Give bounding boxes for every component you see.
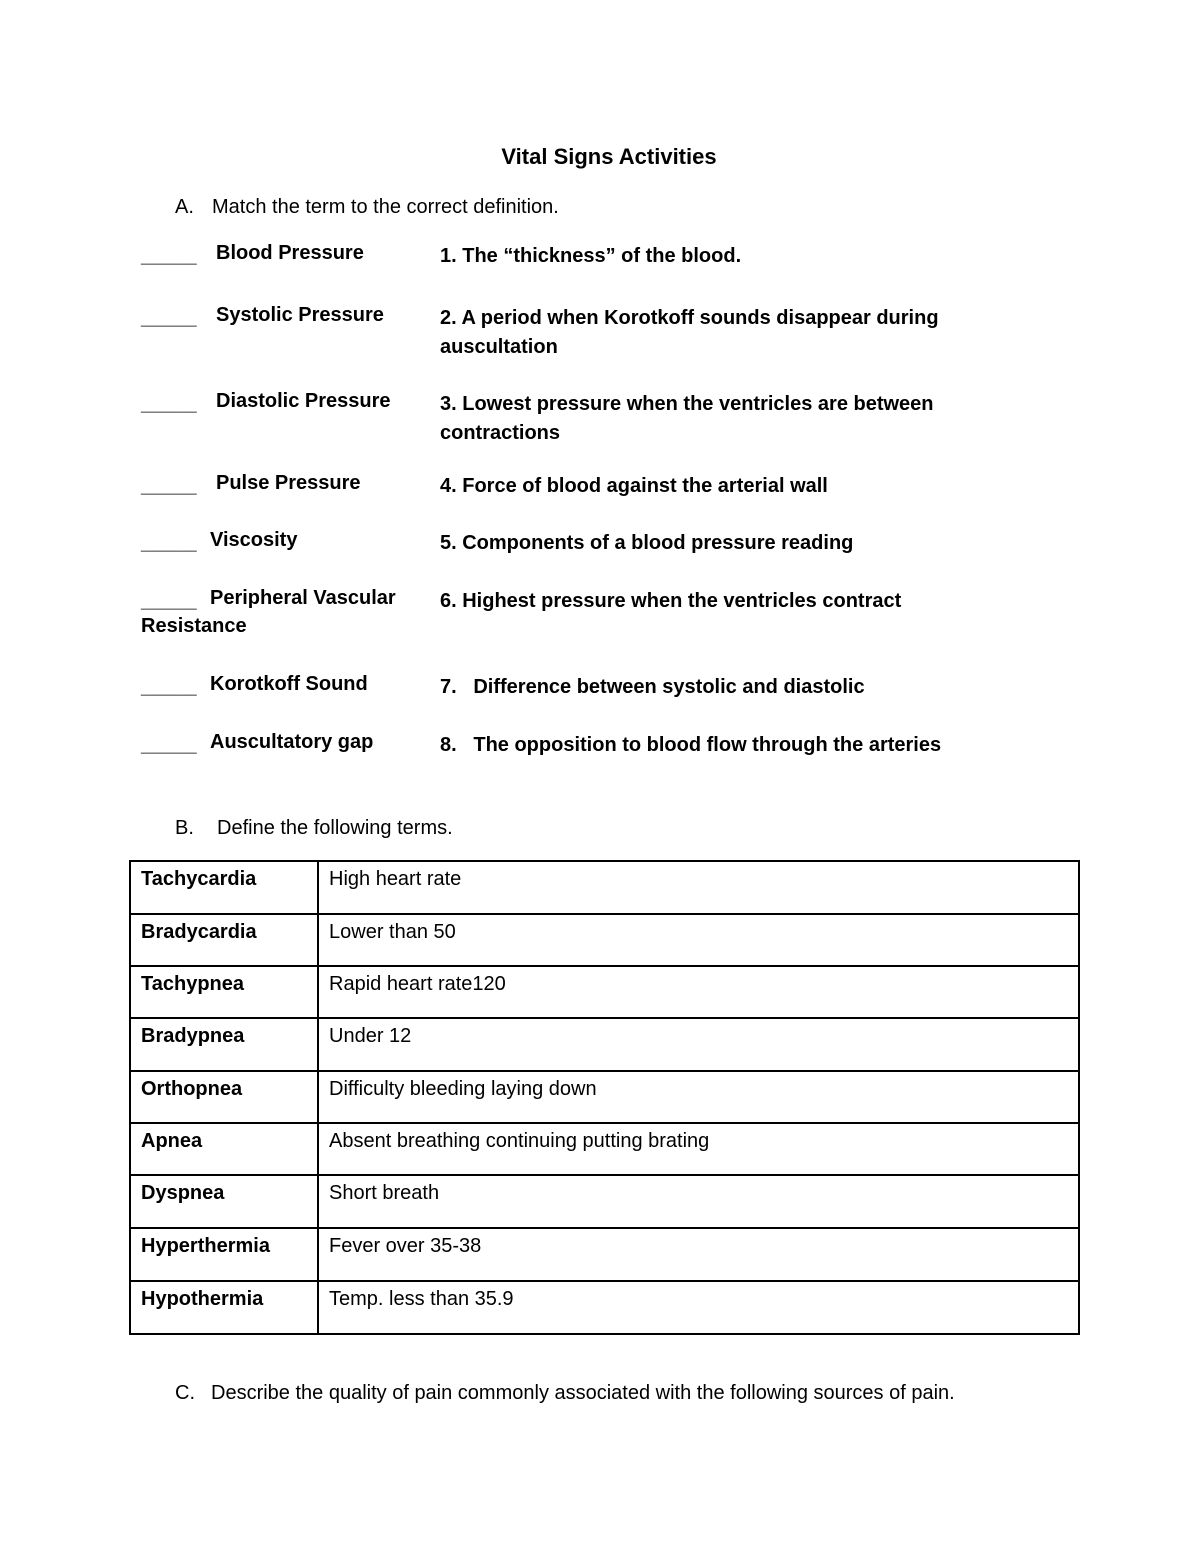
match-term-6-continuation: Resistance <box>141 615 247 637</box>
match-blank-4[interactable]: _____ <box>141 475 197 497</box>
match-definition-3: 3. Lowest pressure when the ventricles are between contractions <box>440 393 934 444</box>
table-cell-term: Tachycardia <box>130 861 318 914</box>
match-definition-6: 6. Highest pressure when the ventricles contract <box>440 590 902 612</box>
terms-table <box>129 860 1080 1335</box>
table-cell-definition[interactable]: Rapid heart rate120 <box>318 966 1079 1018</box>
match-blank-8[interactable]: _____ <box>141 734 197 756</box>
table-row <box>130 914 1079 966</box>
match-term-7: Korotkoff Sound <box>210 673 368 695</box>
match-term-4: Pulse Pressure <box>216 472 361 494</box>
match-term-8: Auscultatory gap <box>210 731 374 753</box>
match-term-3: Diastolic Pressure <box>216 390 391 412</box>
match-blank-2[interactable]: _____ <box>141 307 197 329</box>
table-cell-term: Bradycardia <box>130 914 318 966</box>
table-row <box>130 1071 1079 1123</box>
section-a-letter: A. <box>175 196 194 218</box>
table-cell-term: Dyspnea <box>130 1175 318 1228</box>
match-definition-1: 1. The “thickness” of the blood. <box>440 245 742 267</box>
page-title: Vital Signs Activities <box>501 144 717 169</box>
table-row <box>130 966 1079 1018</box>
table-row <box>130 1123 1079 1175</box>
section-b-heading <box>175 817 453 840</box>
match-term-2: Systolic Pressure <box>216 304 384 326</box>
section-c-letter: C. <box>175 1382 195 1404</box>
match-blank-7[interactable]: _____ <box>141 676 197 698</box>
table-cell-term: Tachypnea <box>130 966 318 1018</box>
table-cell-definition[interactable]: High heart rate <box>318 861 1079 914</box>
match-definition-5: 5. Components of a blood pressure reading <box>440 532 854 554</box>
table-cell-term: Hyperthermia <box>130 1228 318 1281</box>
table-row <box>130 1175 1079 1228</box>
table-row <box>130 861 1079 914</box>
match-definition-4: 4. Force of blood against the arterial wall <box>440 475 828 497</box>
section-b-letter: B. <box>175 817 194 839</box>
match-blank-3[interactable]: _____ <box>141 393 197 415</box>
match-definition-8: 8. The opposition to blood flow through the arteries <box>440 734 942 756</box>
match-term-6: Peripheral Vascular <box>210 587 396 609</box>
table-cell-definition[interactable]: Temp. less than 35.9 <box>318 1281 1079 1334</box>
table-cell-term: Hypothermia <box>130 1281 318 1334</box>
table-cell-definition[interactable]: Difficulty bleeding laying down <box>318 1071 1079 1123</box>
match-term-5: Viscosity <box>210 529 298 551</box>
table-cell-definition[interactable]: Fever over 35-38 <box>318 1228 1079 1281</box>
table-cell-term: Bradypnea <box>130 1018 318 1071</box>
table-row <box>130 1018 1079 1071</box>
match-blank-5[interactable]: _____ <box>141 532 197 554</box>
match-blank-1[interactable]: _____ <box>141 245 197 267</box>
match-definition-2: 2. A period when Korotkoff sounds disappear during auscultation <box>440 307 939 358</box>
table-cell-definition[interactable]: Short breath <box>318 1175 1079 1228</box>
section-a-instruction: Match the term to the correct definition. <box>212 196 559 218</box>
match-blank-6[interactable]: _____ <box>141 590 197 612</box>
match-definition-7: 7. Difference between systolic and diastolic <box>440 676 865 698</box>
section-c-instruction: Describe the quality of pain commonly associated with the following sources of pain. <box>211 1382 955 1404</box>
table-cell-term: Orthopnea <box>130 1071 318 1123</box>
table-cell-definition[interactable]: Lower than 50 <box>318 914 1079 966</box>
section-c-heading <box>175 1382 955 1405</box>
table-cell-definition[interactable]: Under 12 <box>318 1018 1079 1071</box>
section-b-instruction: Define the following terms. <box>217 817 453 839</box>
table-cell-definition[interactable]: Absent breathing continuing putting brating <box>318 1123 1079 1175</box>
table-cell-term: Apnea <box>130 1123 318 1175</box>
table-row <box>130 1228 1079 1281</box>
section-a-heading <box>175 196 559 219</box>
match-term-1: Blood Pressure <box>216 242 364 264</box>
table-row <box>130 1281 1079 1334</box>
